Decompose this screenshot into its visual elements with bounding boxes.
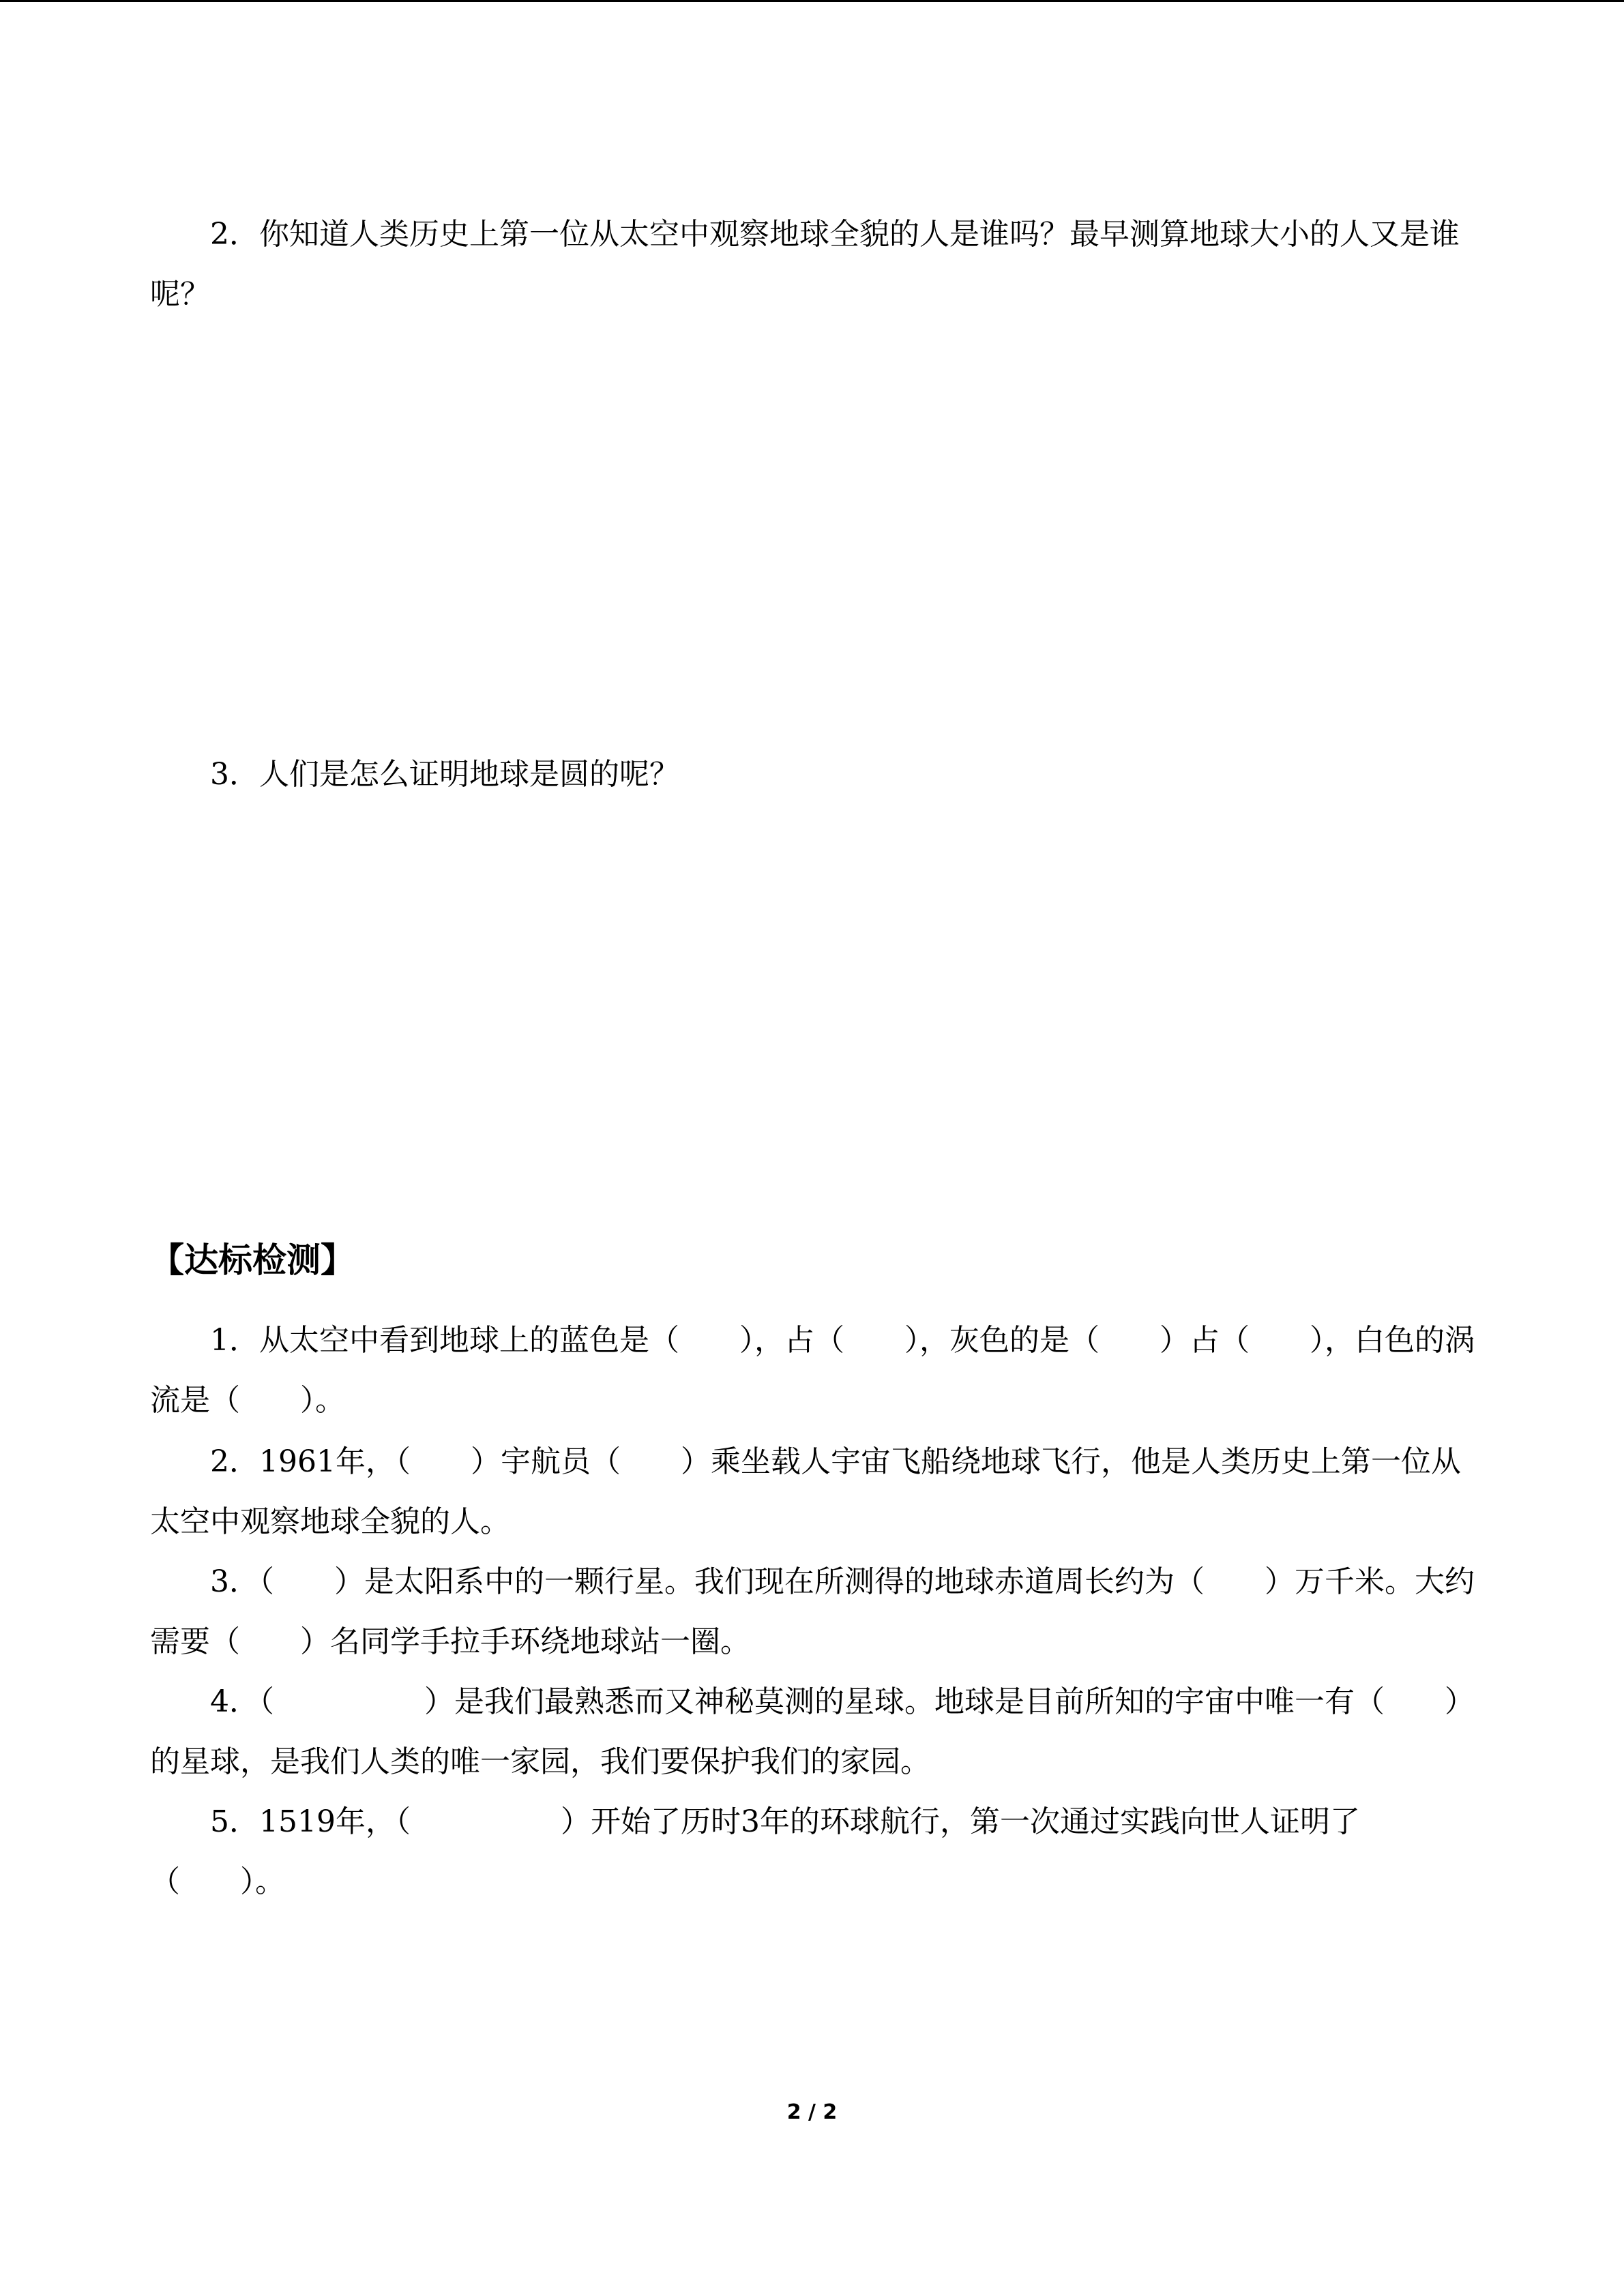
question-2	[150, 205, 1477, 325]
test-item-3-text: 3．（ ）是太阳系中的一颗行星。我们现在所测得的地球赤道周长约为（ ）万千米。大约需要（ ）名同学手拉手环绕地球站一圈。	[150, 1564, 1475, 1659]
test-item-1-text: 1．从太空中看到地球上的蓝色是（ ），占（ ），灰色的是（ ）占（ ），白色的涡流是（ ）。	[150, 1323, 1475, 1418]
top-border	[0, 0, 1624, 2]
test-item-2	[150, 1432, 1477, 1552]
section-heading: 【达标检测】	[150, 1240, 355, 1280]
question-3	[150, 745, 1477, 805]
page-number: 2 / 2	[786, 2100, 838, 2124]
test-item-4-text: 4．（ ）是我们最熟悉而又神秘莫测的星球。地球是目前所知的宇宙中唯一有（ ）的星球，是我们人类的唯一家园，我们要保护我们的家园。	[150, 1684, 1475, 1779]
test-item-5-text: 5．1519年，（ ）开始了历时3年的环球航行，第一次通过实践向世人证明了（ ）。	[150, 1804, 1360, 1899]
test-item-5	[150, 1792, 1477, 1912]
question-3-text: 3．人们是怎么证明地球是圆的呢？	[210, 757, 679, 792]
question-2-text: 2．你知道人类历史上第一位从太空中观察地球全貌的人是谁吗？最早测算地球大小的人又是谁呢？	[150, 217, 1460, 312]
test-item-4	[150, 1672, 1477, 1792]
test-item-2-text: 2．1961年，（ ）宇航员（ ）乘坐载人宇宙飞船绕地球飞行，他是人类历史上第一位从太空中观察地球全貌的人。	[150, 1444, 1461, 1539]
test-item-3	[150, 1552, 1477, 1672]
test-item-1	[150, 1311, 1477, 1431]
